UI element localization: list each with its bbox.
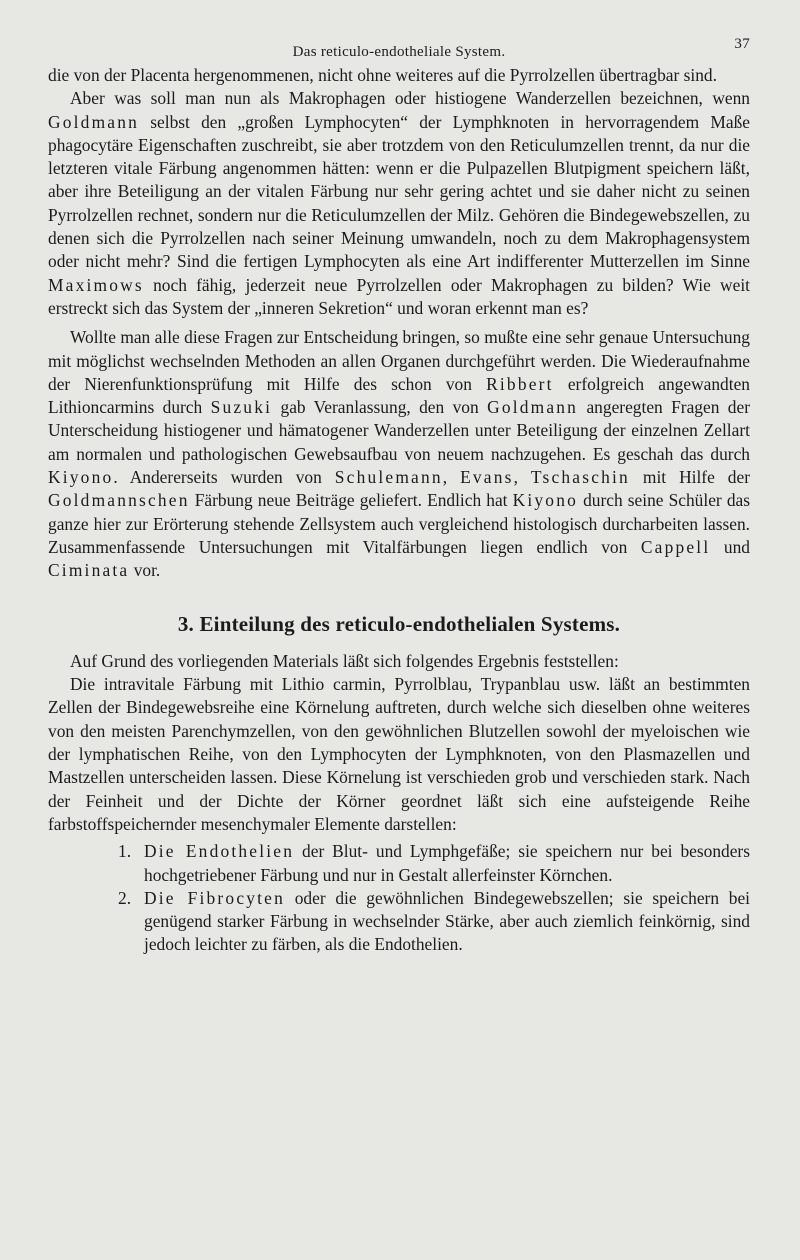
- text-run: vor.: [129, 560, 161, 581]
- running-head: [48, 36, 750, 64]
- author-name: Maximows: [48, 274, 144, 295]
- list-item-text: oder die gewöhnlichen Bindegewebszellen; sie speichern bei genügend starker Färbung in wechselnder Stärke, aber auch ziemlich feinkörnig, sind jedoch leichter zu färben, als die Endothelien.: [144, 887, 750, 955]
- text-run: erfolgreich angewandten Lithioncarmins durch: [48, 373, 750, 418]
- list-item-text: der Blut- und Lymphgefäße; sie speichern nur bei besonders hochgetriebener Färbung und nur in Gestalt allerfeinster Körnchen.: [144, 841, 750, 885]
- text-run: durch seine Schüler das ganze hier zur Erörterung stehende Zellsystem auch vergleichend histologisch durcharbeiten lassen. Zusammenfassende Untersuchungen mit Vitalfärbungen liegen endlich von: [48, 490, 750, 557]
- page-number: 37: [734, 36, 750, 52]
- text-run: und: [710, 536, 750, 557]
- list-item-term: Die Fibrocyten: [144, 887, 285, 908]
- text-run: selbst den „großen Lymphocyten“ der Lymphknoten in hervorragendem Maße phagocytäre Eigenschaften zuschreibt, sie aber trotzdem von den Reticulumzellen trennt, da nur die letzteren vitale Färbung angenommen hätten: wenn er die Pulpazellen Blutpigment speichern läßt, aber ihre Beteiligung an der vitalen Färbung nur sehr gering achtet und sie daher nicht zu seinen Pyrrolzellen rechnet, sondern nur die Reticulumzellen der Milz. Gehören die Bindegewebszellen, zu denen sich die Pyrrolzellen nach seiner Meinung umwandeln, noch zu dem Makrophagensystem oder nicht mehr? Sind die fertigen Lymphocyten als eine Art indifferenter Mutterzellen im Sinne: [48, 111, 750, 272]
- author-name: Goldmannschen: [48, 490, 190, 511]
- text-run: ,: [513, 467, 531, 488]
- author-name: Ciminata: [48, 560, 130, 581]
- text-run: ,: [442, 467, 461, 488]
- text-run: die von der Placenta hergenommenen, nicht ohne weiteres auf die Pyrrolzellen übertragbar sind.: [48, 65, 717, 85]
- text-run: Auf Grund des vorliegenden Materials läßt sich folgendes Ergebnis feststellen:: [70, 650, 619, 671]
- list-item: [48, 840, 750, 887]
- text-run: angeregten Fragen der Unterscheidung histiogener und hämatogener Wanderzellen unter Beteiligung der einzelnen Zellart am normalen und pathologischen Gewebsaufbau von neuem nachzugehen. Es geschah das durch: [48, 397, 750, 464]
- paragraph-questions: [48, 87, 750, 320]
- author-name: Kiyono: [512, 490, 578, 511]
- text-run: gab Veranlassung, den von: [272, 397, 488, 418]
- text-run: Färbung neue Beiträge geliefert. Endlich hat: [189, 490, 513, 511]
- author-name: Goldmann: [48, 111, 140, 132]
- paragraph-staining: [48, 673, 750, 836]
- author-name: Tschaschin: [530, 467, 630, 488]
- paragraph-continuation: [48, 64, 750, 87]
- paragraph-result-intro: [48, 650, 750, 673]
- author-name: Kiyono: [48, 467, 114, 488]
- list-item-number: 2.: [118, 887, 132, 908]
- body-text: [48, 64, 750, 957]
- author-name: Ribbert: [486, 373, 554, 394]
- author-name: Schulemann: [334, 467, 443, 488]
- text-run: Wollte man alle diese Fragen zur Entscheidung bringen, so mußte eine sehr genaue Untersuchung mit möglichst wechselnden Methoden an allen Organen durchgeführt werden. Die Wiederaufnahme der Nierenfunktionsprüfung mit Hilfe des schon von: [48, 327, 750, 394]
- text-run: Die intravitale Färbung mit Lithio carmin, Pyrrolblau, Trypanblau usw. läßt an bestimmten Zellen der Bindegewebsreihe eine Körnelung auftreten, durch welche sich dieselben ohne weiteres von den meisten Parenchymzellen, von den gewöhnlichen Blutzellen sowohl der myeloischen wie der lymphatischen Reihe, von den Lymphocyten der Lymphknoten, von den Plasmazellen und Mastzellen unterscheiden lassen. Diese Körnelung ist verschieden grob und verschieden stark. Nach der Feinheit und der Dichte der Körner geordnet läßt sich eine aufsteigende Reihe farbstoffspeichernder mesenchymaler Elemente darstellen:: [48, 674, 750, 834]
- text-run: Aber was soll man nun als Makrophagen oder histiogene Wanderzellen bezeichnen, wenn: [70, 88, 750, 109]
- text-run: . Andererseits wurden von: [113, 467, 335, 488]
- enumerated-list: [48, 840, 750, 956]
- list-item-number: 1.: [118, 841, 132, 862]
- text-run: mit Hilfe der: [629, 467, 750, 488]
- running-title: Das reticulo-endotheliale System.: [292, 44, 506, 60]
- author-name: Suzuki: [210, 397, 273, 418]
- author-name: Goldmann: [487, 397, 579, 418]
- section-heading: 3. Einteilung des reticulo-endothelialen Systems.: [177, 611, 621, 636]
- author-name: Evans: [460, 467, 514, 488]
- list-item: [48, 887, 750, 957]
- paragraph-research-history: [48, 326, 750, 582]
- text-run: noch fähig, jederzeit neue Pyrrolzellen oder Makrophagen zu bilden? Wie weit erstreckt sich das System der „inneren Sekretion“ und woran erkennt man es?: [48, 274, 750, 318]
- list-item-term: Die Endothelien: [144, 841, 295, 862]
- author-name: Cappell: [640, 536, 711, 557]
